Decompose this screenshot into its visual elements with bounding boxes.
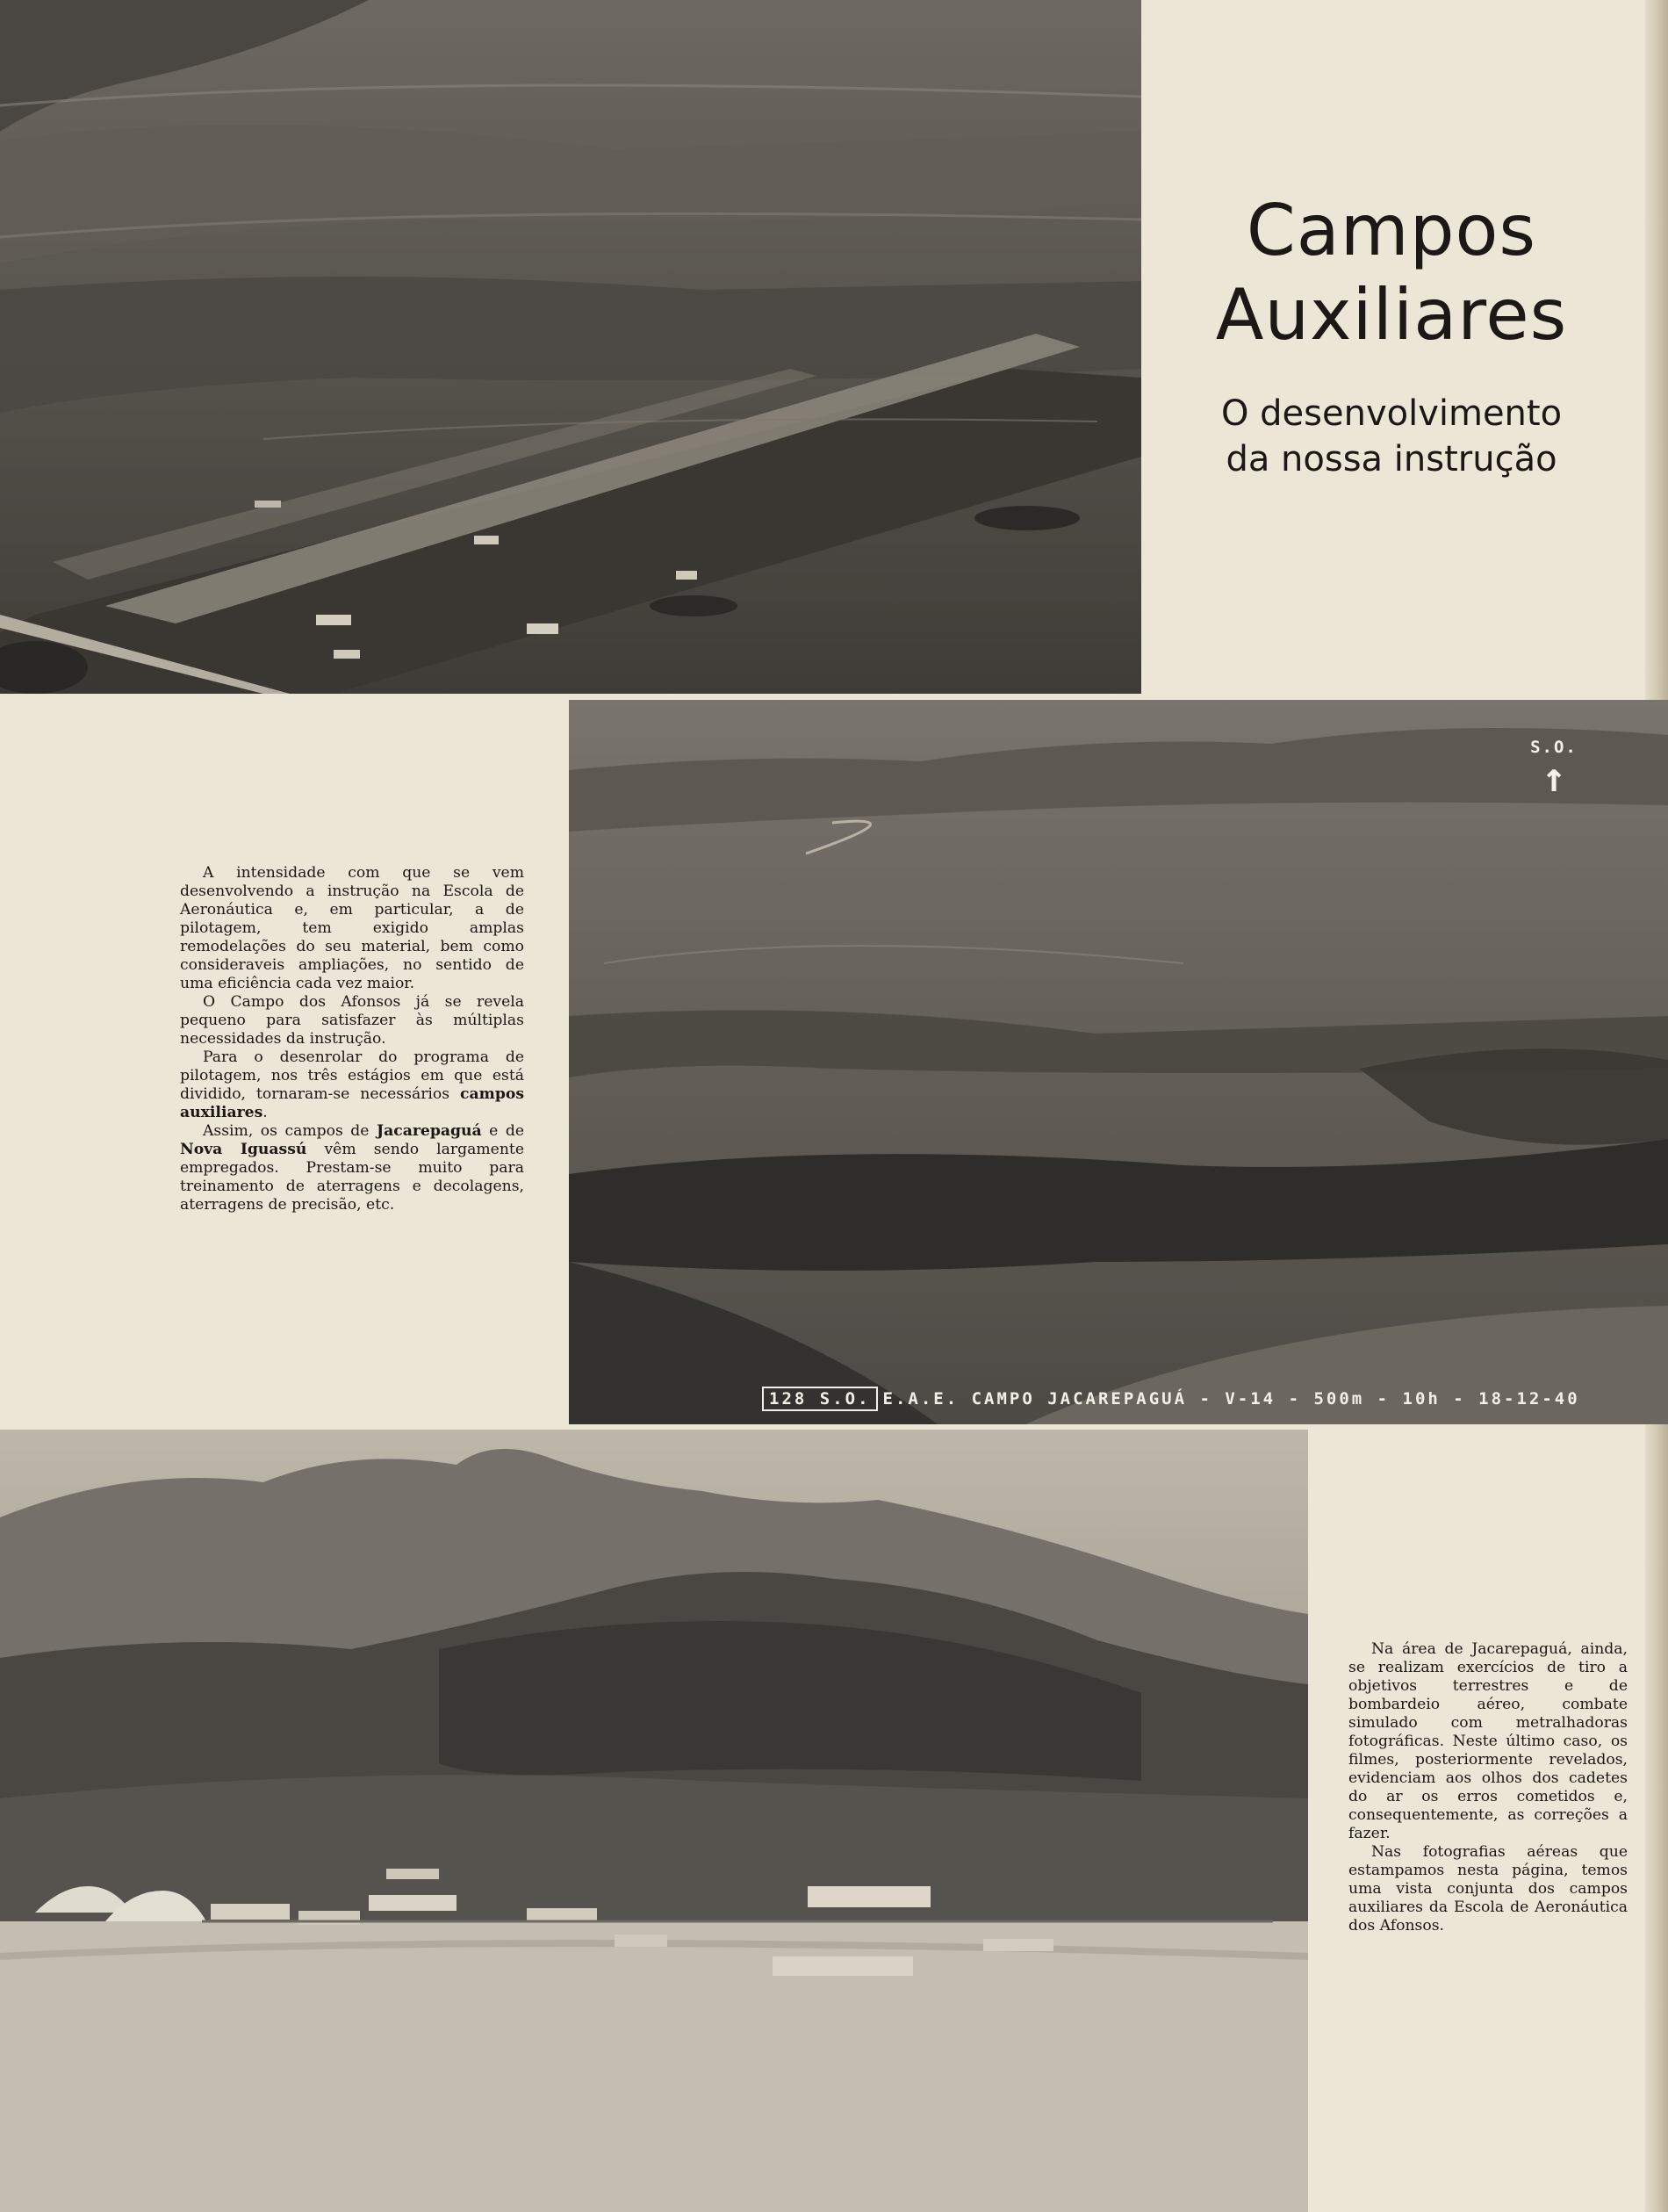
article-column-left xyxy=(180,864,524,1214)
photo-caption-strip xyxy=(762,1389,1580,1409)
paragraph-text: Para o desenrolar do programa de pilotagem, nos três estágios em que está dividido, tornaram-se necessários xyxy=(180,1048,524,1103)
frame-number: 128 S.O. xyxy=(762,1387,878,1411)
headline-line-1: Campos xyxy=(1246,190,1537,271)
subtitle-line-1: O desenvolvimento xyxy=(1220,393,1563,434)
headline-line-2: Auxiliares xyxy=(1215,274,1568,356)
caption-text: E.A.E. CAMPO JACAREPAGUÁ - V-14 - 500m - 10h - 18-12-40 xyxy=(882,1389,1580,1409)
subtitle-line-2: da nossa instrução xyxy=(1226,439,1557,479)
orientation-label: S.O. xyxy=(1530,738,1578,757)
paragraph-text: Assim, os campos de xyxy=(203,1122,377,1140)
paragraph: Nas fotografias aéreas que estampamos nesta página, temos uma vista conjunta dos campos auxiliares da Escola de Aeronáutica dos Afonsos. xyxy=(1348,1843,1628,1935)
north-arrow-icon: ↑ xyxy=(1542,753,1566,801)
airfield-photo-art xyxy=(0,0,1141,694)
paragraph: A intensidade com que se vem desenvolvendo a instrução na Escola de Aeronáutica e, em particular, a de pilotagem, tem exigido amplas remodelações do seu material, bem como consideraveis ampliações, no sentido de uma eficiência cada vez maior. xyxy=(180,864,524,992)
article-column-right xyxy=(1348,1640,1628,1935)
orientation-marker xyxy=(1528,738,1580,801)
aerial-photo-jacarepagua xyxy=(569,700,1668,1424)
paragraph xyxy=(180,1122,524,1214)
paragraph xyxy=(180,1048,524,1122)
aerial-photo-airfield xyxy=(0,0,1141,694)
paragraph: Na área de Jacarepaguá, ainda, se realizam exercícios de tiro a objetivos terrestres e de bombardeio aéreo, combate simulado com metralhadoras fotográficas. Neste último caso, os filmes, posteriormente revelados, evidenciam aos olhos dos cadetes do ar os erros cometidos e, consequentemente, as correções a fazer. xyxy=(1348,1640,1628,1842)
bold-term: campos auxiliares xyxy=(180,1085,524,1121)
paragraph-text: vêm sendo largamente empregados. Prestam-se muito para treinamento de aterragens e decolagens, aterragens de precisão, etc. xyxy=(180,1141,524,1214)
bold-term: Jacarepaguá xyxy=(376,1122,482,1140)
paragraph: O Campo dos Afonsos já se revela pequeno para satisfazer às múltiplas necessidades da instrução. xyxy=(180,993,524,1048)
air-base-photo-art xyxy=(0,1430,1308,2212)
title-block xyxy=(1163,189,1620,482)
bold-term: Nova Iguassú xyxy=(180,1141,307,1158)
paragraph-text: e de xyxy=(481,1122,524,1140)
photo-air-base-hangars xyxy=(0,1430,1308,2212)
paragraph-text: . xyxy=(262,1104,268,1121)
jacarepagua-photo-art xyxy=(569,700,1668,1424)
